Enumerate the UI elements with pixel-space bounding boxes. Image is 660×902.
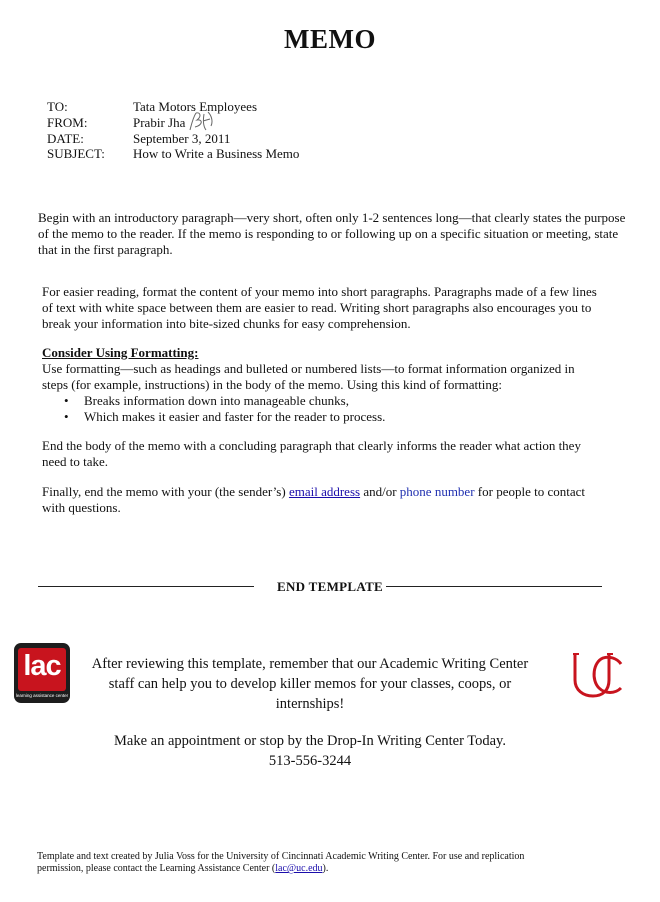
to-label: TO: [47, 99, 68, 114]
final-text-end: for people to contact with questions. [42, 484, 585, 515]
to-value: Tata Motors Employees [133, 99, 258, 114]
footer-permission-text: permission, please contact the Learning Assistance Center ( [37, 863, 276, 874]
subject-label: SUBJECT: [47, 146, 105, 161]
uc-logo-icon [569, 650, 625, 700]
body-paragraph: For easier reading, format the content of your memo into short paragraphs. Paragraphs made of a few lines of text with white space between them are easier to read. Writing short paragraphs also encourages you to break your information into bite-sized chunks for easy comprehension. [42, 284, 597, 331]
date-value: September 3, 2011 [133, 131, 231, 146]
bullet-list [62, 393, 602, 425]
formatting-heading: Consider Using Formatting: [42, 345, 199, 360]
writing-center-phone: 513-556-3244 [268, 753, 352, 769]
phone-number-link[interactable]: phone number [399, 484, 475, 499]
from-value: Prabir Jha [133, 115, 186, 130]
email-address-link[interactable]: email address [288, 484, 361, 499]
date-label: DATE: [47, 131, 84, 146]
final-text-mid: and/or [360, 484, 400, 499]
divider-right [386, 586, 602, 587]
lac-logo [14, 643, 70, 703]
footer-credit: Template and text created by Julia Voss for the University of Cincinnati Academic Writing Center. For use and replication [37, 851, 525, 862]
memo-title: MEMO [284, 24, 376, 54]
lac-logo-subtext: learning assistance center [15, 693, 69, 698]
formatting-section [42, 345, 602, 425]
list-item: • Which makes it easier and faster for the reader to process. [62, 409, 602, 425]
footer-permission [37, 862, 637, 875]
footer-email-link[interactable]: lac@uc.edu [275, 863, 323, 874]
list-item: • Breaks information down into manageable chunks, [62, 393, 602, 409]
final-paragraph [42, 484, 602, 516]
footer-permission-end: ). [322, 863, 329, 874]
subject-value: How to Write a Business Memo [133, 146, 300, 161]
conclusion-paragraph: End the body of the memo with a concluding paragraph that clearly informs the reader what action they need to take. [42, 438, 581, 469]
formatting-text: Use formatting—such as headings and bulleted or numbered lists—to format information organized in steps (for example, instructions) in the body of the memo. Using this kind of formatting: [42, 361, 575, 392]
intro-paragraph: Begin with an introductory paragraph—very short, often only 1-2 sentences long—that clearly states the purpose of the memo to the reader. If the memo is responding to or following up on a specific situation or meeting, state that in the first paragraph. [38, 210, 626, 257]
from-label: FROM: [47, 115, 88, 130]
appointment-text: Make an appointment or stop by the Drop-In Writing Center Today. [114, 733, 506, 749]
end-template-label: END TEMPLATE [276, 579, 384, 594]
writing-center-message: After reviewing this template, remember that our Academic Writing Center staff can help you to develop killer memos for your classes, coops, or internships! [91, 656, 529, 712]
final-text-start: Finally, end the memo with your (the sender’s) [42, 484, 289, 499]
lac-logo-text: lac [23, 650, 61, 682]
